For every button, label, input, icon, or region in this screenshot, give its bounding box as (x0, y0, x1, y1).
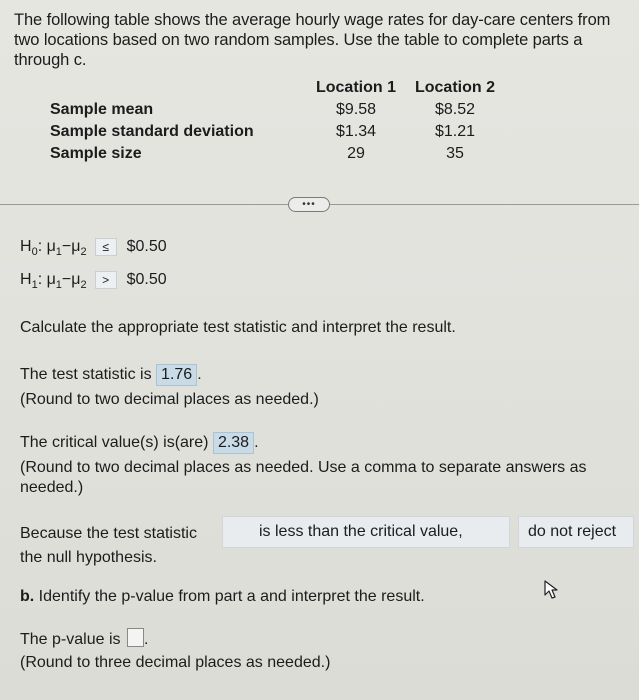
hypothesis-label: H (20, 271, 32, 288)
critical-value-answer[interactable]: 2.38 (213, 432, 254, 454)
rounding-note: (Round to two decimal places as needed.) (20, 391, 319, 408)
question-intro: The following table shows the average hourly wage rates for day-care centers from two locations based on two random samples. Use the table to complete parts a through c. (14, 11, 611, 69)
conclusion-suffix: the null hypothesis. (20, 549, 157, 566)
row-label: Sample mean (50, 101, 154, 118)
table-cell: 29 (347, 145, 365, 162)
h1-operator-dropdown[interactable]: > (95, 271, 117, 289)
comparison-dropdown[interactable]: is less than the critical value, (222, 516, 510, 548)
mouse-cursor-icon (544, 580, 560, 600)
table-cell: $1.34 (335, 123, 377, 140)
table-cell: $1.21 (434, 123, 476, 140)
table-cell: $8.52 (434, 101, 476, 118)
pvalue-input[interactable] (127, 628, 144, 647)
column-header: Location 1 (315, 79, 396, 96)
h1-value: $0.50 (126, 271, 167, 288)
part-b-question: b. Identify the p-value from part a and interpret the result. (20, 588, 425, 605)
conclusion-prefix: Because the test statistic (20, 525, 197, 542)
table-row (50, 99, 503, 121)
h0-value: $0.50 (126, 238, 167, 255)
table-cell: $9.58 (335, 101, 377, 118)
h0-operator-dropdown[interactable]: ≤ (95, 238, 117, 256)
more-button[interactable]: ••• (288, 197, 330, 212)
rounding-note: (Round to two decimal places as needed. Use a comma to separate answers as needed.) (20, 459, 587, 496)
pvalue-line: The p-value is . (20, 628, 148, 650)
row-label: Sample standard deviation (50, 123, 254, 140)
alternative-hypothesis: H 1 : μ 1 − μ 2 > $0.50 (20, 271, 167, 291)
row-label: Sample size (50, 145, 142, 162)
table-row (50, 143, 503, 165)
rounding-note: (Round to three decimal places as needed.) (20, 654, 331, 671)
decision-dropdown[interactable]: do not reject (518, 516, 634, 548)
table-header-row (50, 77, 503, 99)
instruction-text: Calculate the appropriate test statistic and interpret the result. (20, 319, 456, 336)
null-hypothesis: H 0 : μ 1 − μ 2 ≤ $0.50 (20, 238, 167, 258)
table-cell: 35 (446, 145, 464, 162)
column-header: Location 2 (414, 79, 495, 96)
hypothesis-label: H (20, 238, 32, 255)
data-table (50, 77, 503, 165)
test-statistic-answer[interactable]: 1.76 (156, 364, 197, 386)
critical-value-line: The critical value(s) is(are) 2.38 . (20, 432, 259, 454)
test-statistic-line: The test statistic is 1.76 . (20, 364, 202, 386)
table-row (50, 121, 503, 143)
